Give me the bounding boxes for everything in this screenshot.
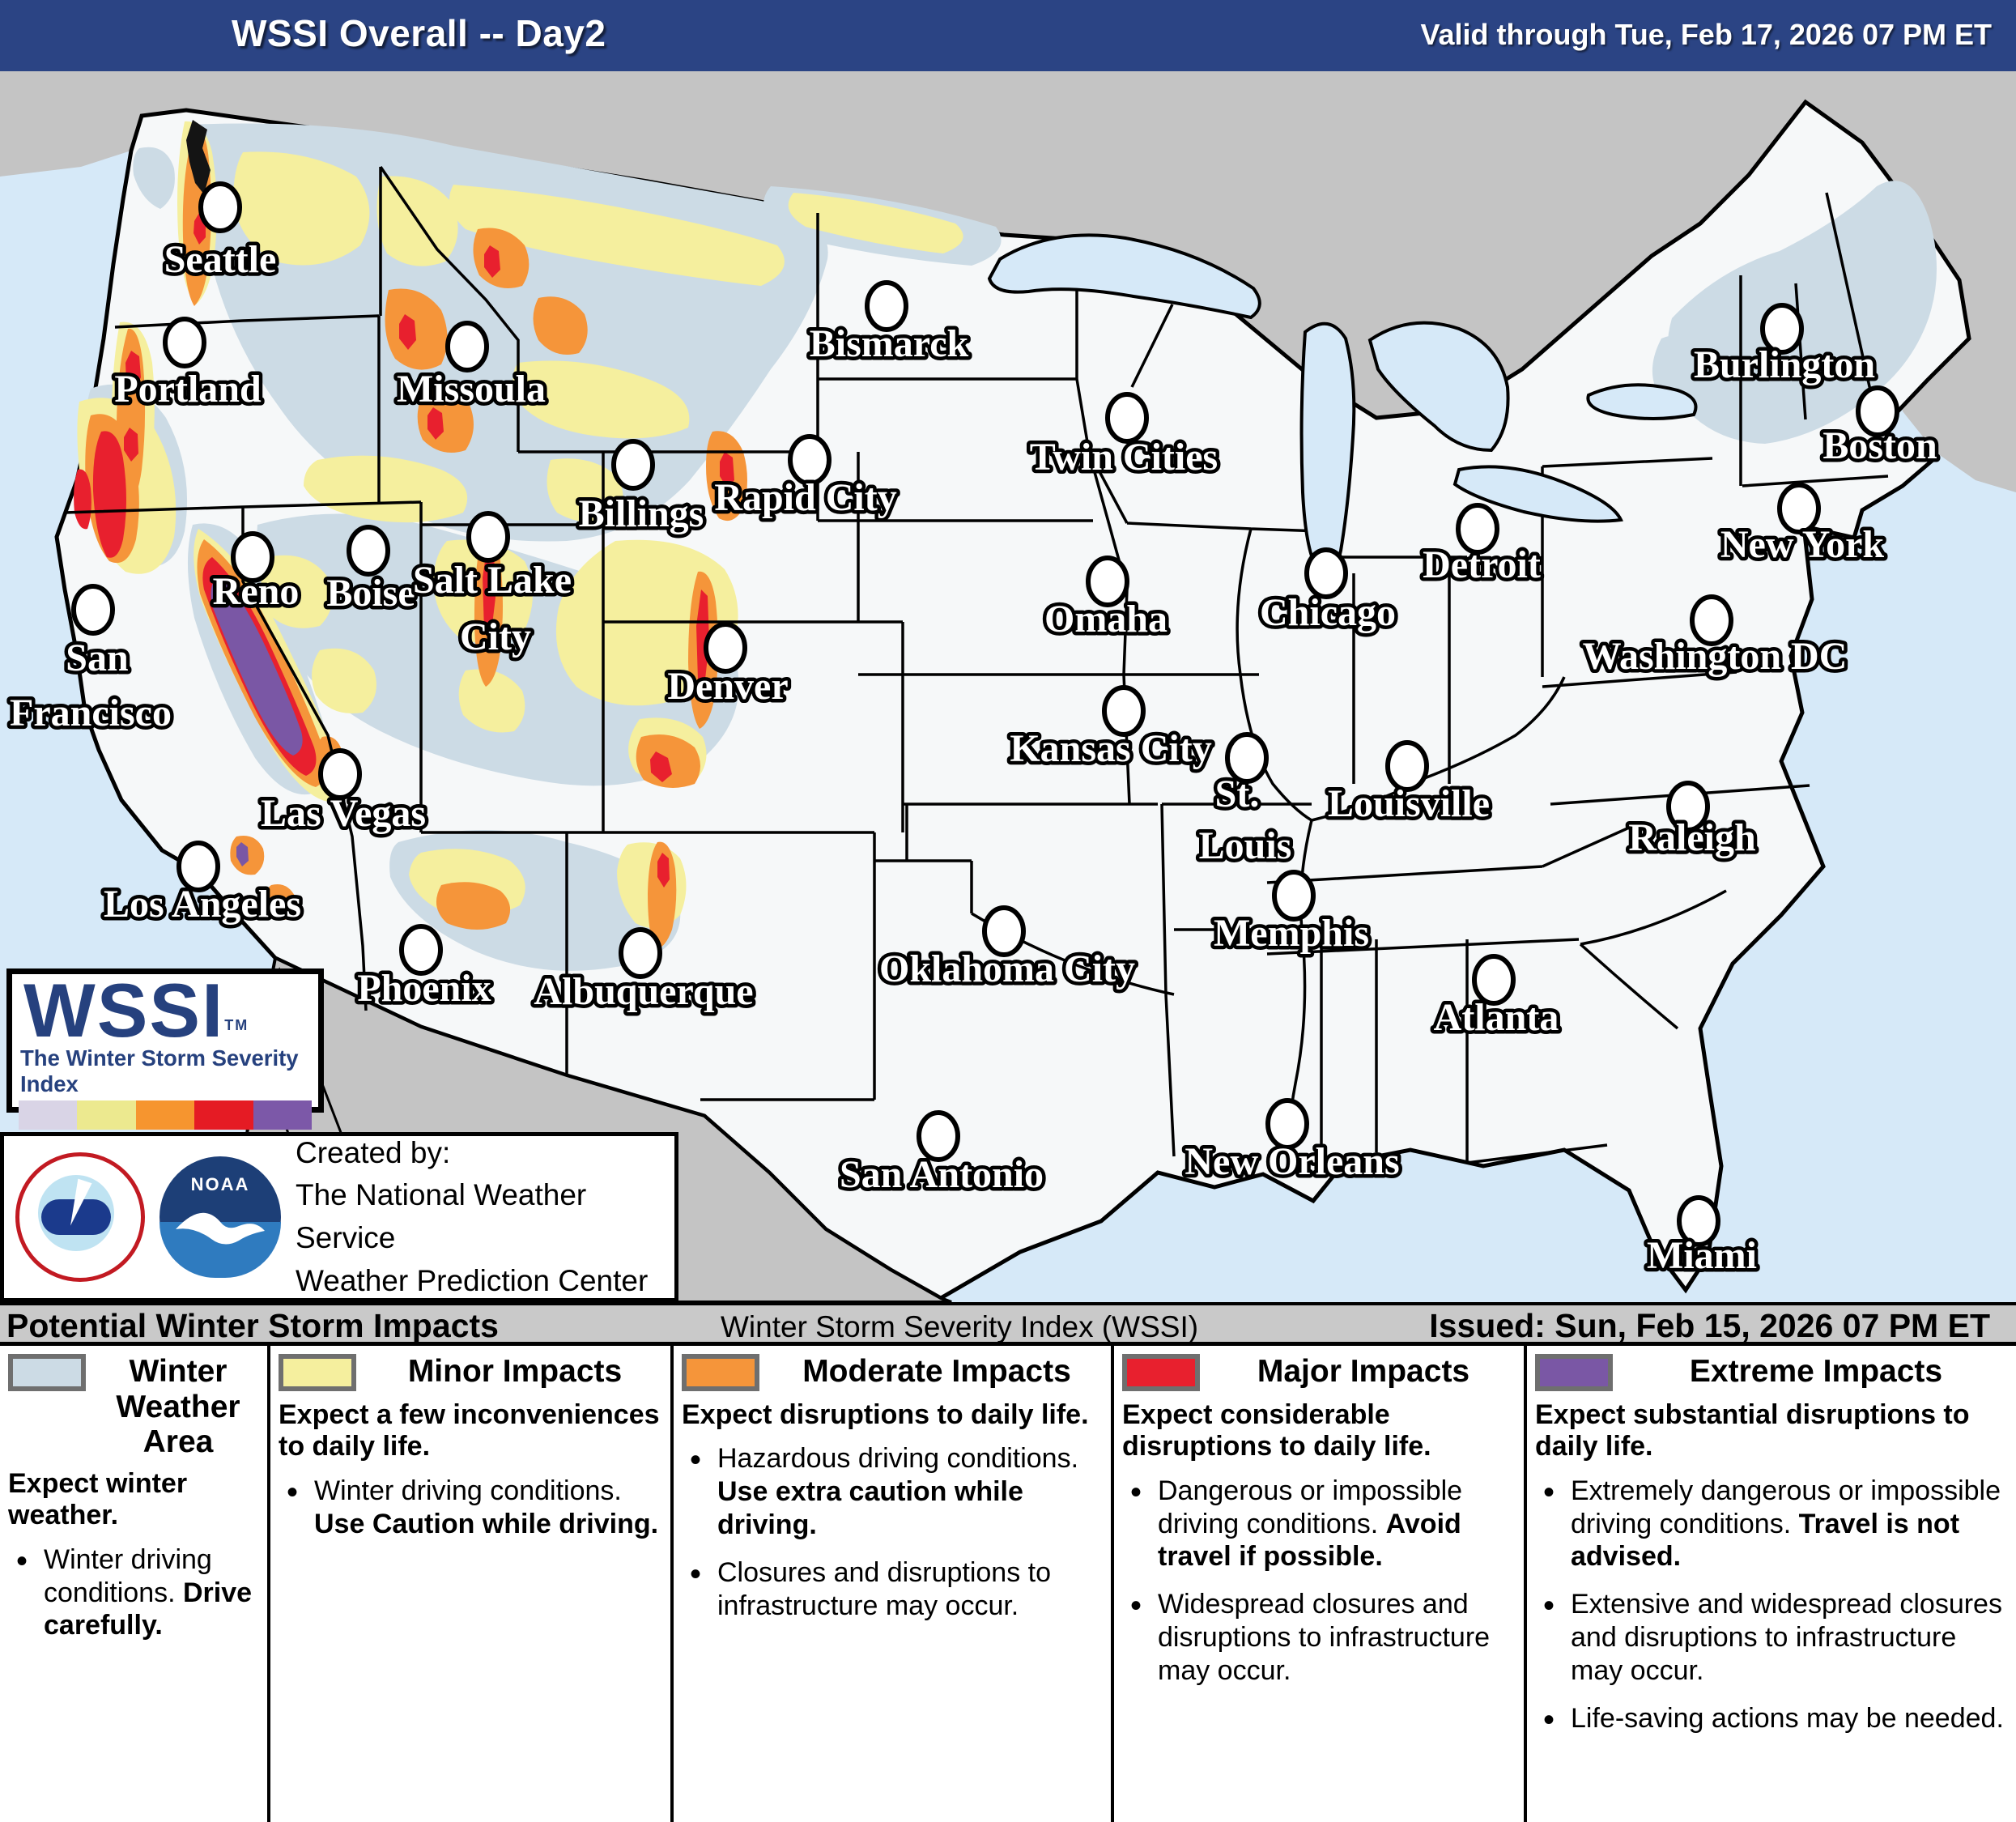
city-label: Reno (212, 570, 300, 613)
legend-title-winter: Winter Weather Area (116, 1354, 240, 1460)
city-marker (1108, 394, 1146, 441)
city-label: Bismarck (809, 322, 969, 365)
wssi-scale-segment-0 (19, 1100, 77, 1130)
legend-lead-major: Expect considerable disruptions to daily life. (1122, 1399, 1431, 1462)
city-marker (74, 586, 113, 633)
city-label: City (460, 615, 531, 658)
city-label: New Orleans (1185, 1140, 1400, 1183)
legend-bullets-extreme (1535, 1475, 2008, 1735)
header-bar (0, 0, 2016, 71)
minor-color-swatch (279, 1354, 356, 1391)
city-label: Billings (578, 492, 704, 535)
impact-legend (0, 1346, 2016, 1822)
city-label: Salt Lake (412, 559, 572, 602)
major-color-swatch (1122, 1354, 1200, 1391)
city-label: Detroit (1423, 543, 1541, 586)
wssi-color-scale (19, 1100, 312, 1130)
legend-column-moderate (670, 1346, 1111, 1822)
city-label: Boise (326, 572, 415, 615)
city-marker (321, 751, 359, 798)
legend-bullet: • Widespread closures and disruptions to infrastructure may occur. (1122, 1588, 1516, 1687)
city-label: Rapid City (714, 476, 897, 519)
banner-left-title: Potential Winter Storm Impacts (6, 1307, 499, 1344)
valid-through-text: Valid through Tue, Feb 17, 2026 07 PM ET (1420, 18, 1992, 51)
city-label: San Antonio (839, 1153, 1044, 1196)
legend-bullet: • Winter driving conditions. Use Caution while driving. (279, 1475, 662, 1541)
legend-bullet: • Hazardous driving conditions. Use extra caution while driving. (682, 1442, 1103, 1541)
city-marker (165, 319, 204, 366)
legend-title-moderate: Moderate Impacts (802, 1354, 1071, 1389)
legend-bullet: • Life-saving actions may be needed. (1535, 1702, 2008, 1735)
legend-bullet: • Extremely dangerous or impossible driving conditions. Travel is not advised. (1535, 1475, 2008, 1573)
wssi-logo-box (6, 968, 324, 1113)
city-label: Oklahoma City (878, 947, 1136, 990)
banner-center-title: Winter Storm Severity Index (WSSI) (721, 1310, 1199, 1343)
city-label: Omaha (1044, 598, 1168, 641)
city-label: Seattle (164, 238, 277, 281)
city-label: Chicago (1260, 591, 1396, 634)
legend-column-major (1111, 1346, 1524, 1822)
credit-line-3: Weather Prediction Center (296, 1263, 649, 1297)
legend-bullet: • Closures and disruptions to infrastructure may occur. (682, 1556, 1103, 1623)
wssi-logo-acronym: WSSITM (23, 968, 249, 1053)
extreme-color-swatch (1535, 1354, 1613, 1391)
credit-line-1: Created by: (296, 1135, 451, 1169)
city-label: Los Angeles (103, 883, 302, 926)
nws-logo-icon (15, 1152, 145, 1282)
trademark-symbol: TM (224, 1017, 249, 1033)
city-label: Las Vegas (260, 792, 427, 835)
legend-bullets-minor (279, 1475, 662, 1541)
city-label: Missoula (396, 368, 547, 411)
city-label: Burlington (1693, 343, 1876, 386)
city-label: Miami (1647, 1234, 1757, 1277)
page-title: WSSI Overall -- Day2 (232, 12, 606, 54)
wssi-scale-segment-1 (77, 1100, 135, 1130)
legend-bullet: • Extensive and widespread closures and disruptions to infrastructure may occur. (1535, 1588, 2008, 1687)
city-label: Atlanta (1433, 996, 1559, 1039)
legend-column-winter (0, 1346, 267, 1822)
city-label: Portland (114, 368, 262, 411)
legend-title-extreme: Extreme Impacts (1689, 1354, 1943, 1389)
banner-issued-text: Issued: Sun, Feb 15, 2026 07 PM ET (1429, 1307, 1990, 1344)
legend-title-minor: Minor Impacts (407, 1354, 623, 1389)
credit-text (296, 1132, 663, 1302)
legend-bullet: • Winter driving conditions. Drive carefully. (8, 1543, 259, 1642)
winter-color-swatch (8, 1354, 86, 1391)
city-marker (349, 527, 388, 574)
legend-lead-minor: Expect a few inconveniences to daily life. (279, 1399, 660, 1462)
legend-bullets-major (1122, 1475, 1516, 1688)
city-label: Francisco (10, 692, 172, 734)
city-marker (614, 441, 653, 488)
city-label: Louis (1198, 824, 1292, 867)
legend-lead-winter: Expect winter weather. (8, 1468, 188, 1531)
city-label: Boston (1822, 424, 1937, 467)
legend-lead-extreme: Expect substantial disruptions to daily life. (1535, 1399, 1970, 1462)
city-marker (1307, 550, 1346, 597)
wssi-scale-segment-3 (194, 1100, 253, 1130)
wssi-scale-segment-4 (253, 1100, 312, 1130)
credit-line-2: The National Weather Service (296, 1178, 587, 1254)
city-marker (448, 323, 487, 370)
city-label: Albuquerque (534, 970, 754, 1013)
moderate-color-swatch (682, 1354, 759, 1391)
legend-column-extreme (1524, 1346, 2016, 1822)
city-label: St. (1214, 773, 1260, 815)
wssi-scale-segment-2 (136, 1100, 194, 1130)
noaa-logo-text: NOAA (190, 1174, 250, 1194)
city-label: Louisville (1327, 782, 1491, 825)
legend-column-minor (267, 1346, 670, 1822)
wssi-logo-subtitle: The Winter Storm Severity Index (20, 1045, 299, 1097)
credit-box (0, 1132, 678, 1302)
city-label: New York (1720, 523, 1885, 566)
city-label: Memphis (1214, 912, 1369, 955)
city-label: San (66, 636, 129, 679)
legend-bullets-winter (8, 1543, 259, 1642)
city-label: Twin Cities (1029, 436, 1219, 479)
legend-bullets-moderate (682, 1442, 1103, 1622)
legend-title-major: Major Impacts (1257, 1354, 1470, 1389)
city-label: Washington DC (1582, 635, 1848, 678)
legend-lead-moderate: Expect disruptions to daily life. (682, 1399, 1089, 1430)
city-label: Denver (667, 665, 789, 708)
city-marker (201, 184, 240, 231)
city-label: Phoenix (357, 967, 491, 1010)
city-label: Raleigh (1628, 816, 1756, 859)
city-label: Kansas City (1010, 727, 1212, 770)
noaa-logo-icon (159, 1156, 281, 1278)
city-marker (469, 513, 508, 560)
legend-bullet: • Dangerous or impossible driving conditions. Avoid travel if possible. (1122, 1475, 1516, 1573)
lake-ontario (1588, 385, 1695, 419)
impacts-banner (0, 1302, 2016, 1346)
